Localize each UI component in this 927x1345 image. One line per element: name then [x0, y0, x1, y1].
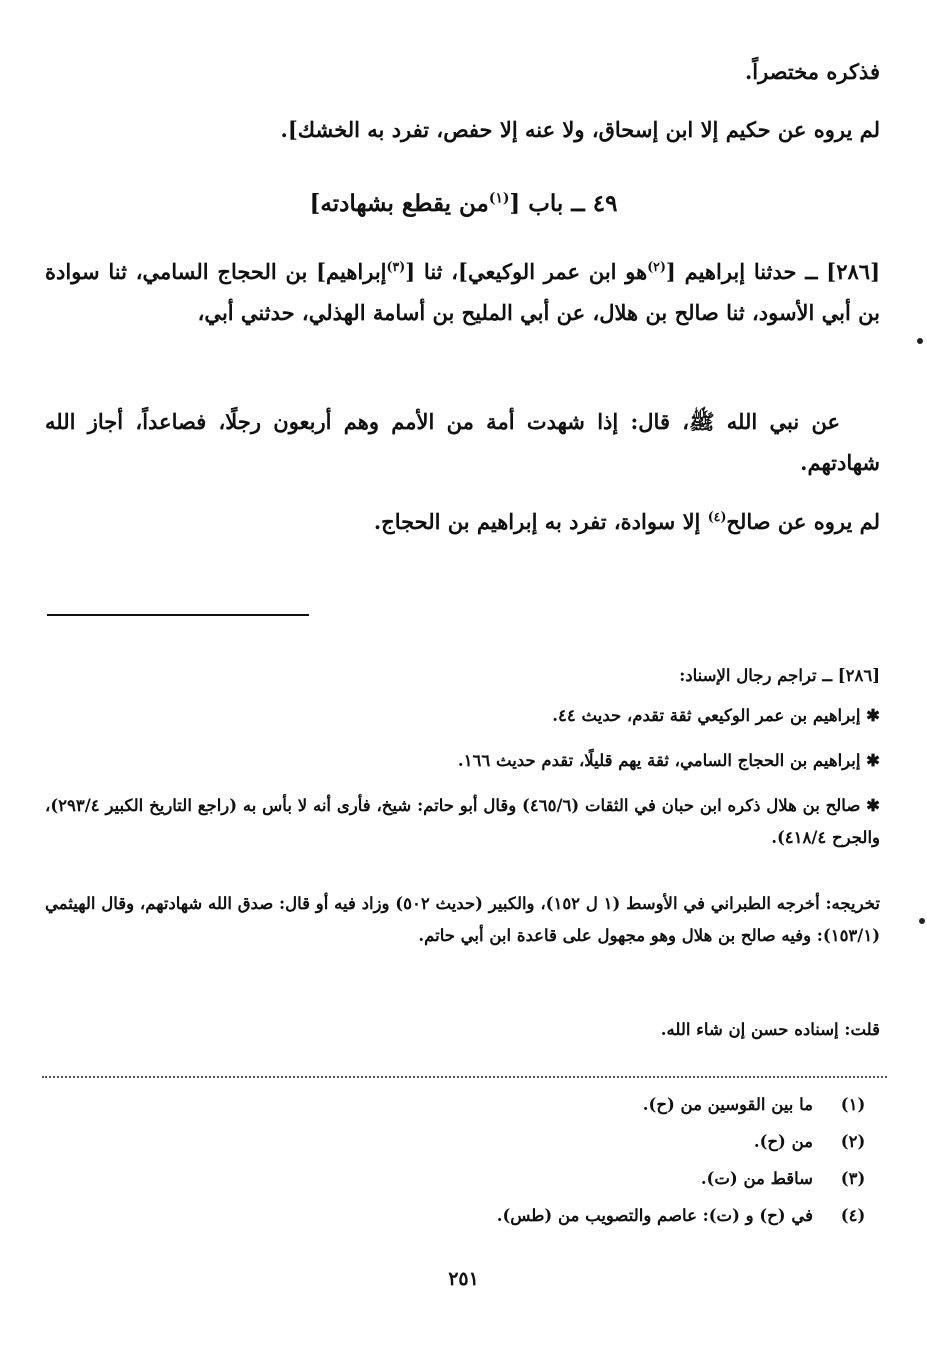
- intro-line-2: لم يروه عن حكيم إلا ابن إسحاق، ولا عنه إلا حفص، تفرد به الخشك].: [280, 117, 880, 142]
- isnad-part-1: [٢٨٦] ــ حدثنا إبراهيم [: [665, 259, 881, 284]
- note-text: ما بين القوسين من (ح).: [642, 1095, 813, 1114]
- narrator-note-1: ✱ إبراهيم بن عمر الوكيعي ثقة تقدم، حديث ٤٤.: [552, 706, 880, 725]
- note-item: [383, 1206, 883, 1225]
- footnote-separator: [47, 614, 309, 616]
- comment-part-2: إلا سوادة، تفرد به إبراهيم بن الحجاج.: [373, 509, 701, 534]
- intro-line-1: فذكره مختصراً.: [744, 59, 880, 84]
- footnote-ref-2: (٢): [647, 259, 666, 274]
- isnad-part-3: إبراهيم] بن الحجاج السامي، ثنا سوادة بن أبي الأسود، ثنا صالح بن هلال، عن أبي المليح بن أسامة الهذلي، حدثني أبي،: [45, 259, 880, 325]
- page-number: ٢٥١: [448, 1268, 479, 1290]
- footnote-header: [٢٨٦] ــ تراجم رجال الإسناد:: [679, 666, 880, 685]
- chapter-title: [0, 190, 927, 217]
- verdict-line: قلت: إسناده حسن إن شاء الله.: [660, 1020, 880, 1039]
- comment-part-1: لم يروه عن صالح: [726, 509, 880, 534]
- note-text: في (ح) و (ت): عاصم والتصويب من (طس).: [496, 1206, 813, 1225]
- hadith-comment: [45, 502, 880, 543]
- footnote-ref-3: (٣): [386, 259, 406, 274]
- note-item: [383, 1095, 883, 1114]
- chapter-title-prefix: ٤٩ ــ باب [: [509, 190, 618, 217]
- hadith-matn: عن نبي الله ﷺ، قال: إذا شهدت أمة من الأمم وهم أربعون رجلًا، فصاعداً، أجاز الله شهادتهم.: [45, 409, 880, 475]
- footnote-ref-1: (١): [488, 190, 510, 207]
- notes-divider: [42, 1076, 887, 1078]
- scan-speck: [917, 338, 923, 344]
- footnote-ref-4: (٤): [707, 509, 727, 524]
- note-number: (١): [840, 1095, 866, 1114]
- note-number: (٢): [840, 1132, 866, 1151]
- hadith-isnad: [45, 252, 880, 334]
- scan-speck: [919, 918, 925, 924]
- note-text: من (ح).: [753, 1132, 813, 1151]
- isnad-part-2: هو ابن عمر الوكيعي]، ثنا [: [405, 259, 648, 284]
- note-text: ساقط من (ت).: [700, 1169, 813, 1188]
- note-item: [383, 1169, 883, 1188]
- takhrij-paragraph: تخريجه: أخرجه الطبراني في الأوسط (١ ل ١٥٢)، والكبير (حديث ٥٠٢) وزاد فيه أو قال: صدق الله شهادتهم، وقال الهيثمي (١٥٣/١): وفيه صالح بن هلال وهو مجهول على قاعدة ابن أبي حاتم.: [45, 894, 880, 946]
- narrator-note-3: ✱ صالح بن هلال ذكره ابن حبان في الثقات (٤٦٥/٦) وقال أبو حاتم: شيخ، فأرى أنه لا بأس به (راجع التاريخ الكبير ٢٩٣/٤)، والجرح ٤١٨/٤).: [45, 796, 880, 848]
- chapter-title-suffix: من يقطع بشهادته]: [309, 190, 489, 217]
- note-item: [383, 1132, 883, 1151]
- narrator-note-2: ✱ إبراهيم بن الحجاج السامي، ثقة يهم قليلًا، تقدم حديث ١٦٦.: [457, 751, 880, 770]
- note-number: (٤): [840, 1206, 866, 1225]
- note-number: (٣): [840, 1169, 866, 1188]
